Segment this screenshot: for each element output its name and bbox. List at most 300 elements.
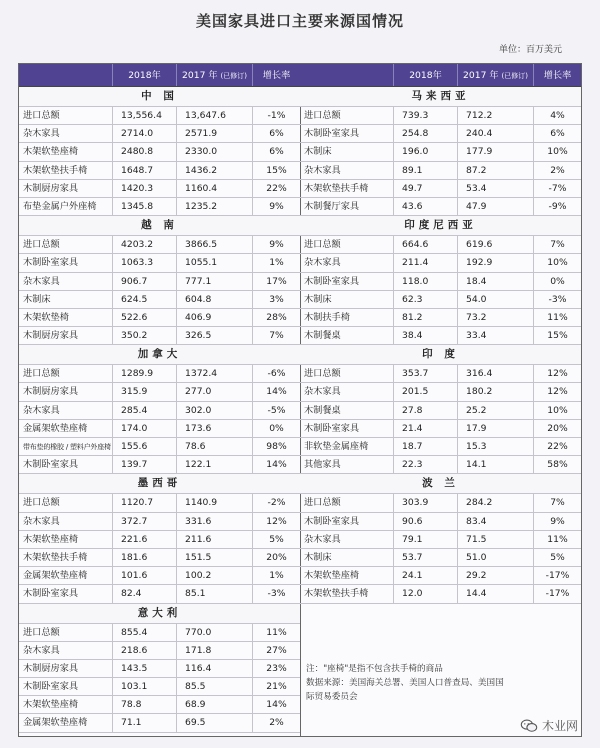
value-2018: 855.4 [113,624,177,641]
item-name: 木制卧室家具 [300,513,394,530]
item-name: 杂木家具 [300,162,394,179]
table-row [19,236,300,254]
item-name: 进口总额 [19,494,113,511]
growth-rate: 6% [550,128,565,140]
growth-rate: 28% [266,311,287,323]
table-row [19,494,300,512]
value-2017: 177.9 [458,143,534,160]
growth-rate: 11% [547,311,568,323]
item-name: 木架软垫座椅 [300,567,394,584]
growth-rate: 10% [547,257,568,269]
item-name: 木制卧室家具 [19,678,113,695]
value-2017: 14.4 [458,585,534,602]
growth-rate: 5% [550,551,565,563]
growth-rate: -3% [267,588,286,600]
country-heading: 加拿大 [19,345,300,365]
item-name: 进口总额 [300,107,394,124]
growth-rate: 15% [547,330,568,342]
wechat-icon [520,719,538,733]
value-2018: 155.6 [113,438,177,455]
value-2018: 254.8 [394,125,458,142]
item-name: 木制床 [300,143,394,160]
value-2018: 2480.8 [113,143,177,160]
item-name: 木制餐桌 [300,402,394,419]
table-row [19,162,300,180]
header-growth: 增长率 [262,70,291,81]
growth-rate: 2% [269,717,284,729]
value-2018: 103.1 [113,678,177,695]
value-2017: 171.8 [177,642,253,659]
value-2017: 2330.0 [177,143,253,160]
item-name: 木制厨房家具 [19,327,113,344]
table-row [300,143,581,161]
value-2018: 78.8 [113,696,177,713]
item-name: 杂木家具 [19,125,113,142]
country-heading: 墨西哥 [19,474,300,494]
growth-rate: -2% [267,497,286,509]
value-2018: 624.5 [113,291,177,308]
value-2018: 62.3 [394,291,458,308]
growth-rate: 6% [269,128,284,140]
growth-rate: 14% [266,459,287,471]
header-2017: 2017 年 (已修订) [458,64,534,86]
table-row [19,327,300,345]
item-name: 木制卧室家具 [19,254,113,271]
table-row [300,420,581,438]
header-2018: 2018年 [394,64,458,86]
growth-rate: -9% [548,200,567,212]
value-2017: 85.1 [177,585,253,602]
value-2017: 284.2 [458,494,534,511]
table-row [19,254,300,272]
growth-rate: 10% [547,404,568,416]
item-name: 木制卧室家具 [300,273,394,290]
item-name: 木制扶手椅 [300,309,394,326]
item-name: 木架软垫座椅 [19,696,113,713]
value-2018: 18.7 [394,438,458,455]
value-2018: 81.2 [394,309,458,326]
value-2017: 122.1 [177,456,253,473]
header-item [300,64,394,86]
value-2018: 211.4 [394,254,458,271]
value-2018: 906.7 [113,273,177,290]
growth-rate: -1% [267,110,286,121]
table-row [19,273,300,291]
item-name: 金属架软垫座椅 [19,567,113,584]
unit-label: 单位：百万美元 [498,45,562,55]
item-name: 木制床 [19,291,113,308]
table-row [300,273,581,291]
watermark [520,717,578,734]
value-2017: 316.4 [458,365,534,382]
value-2017: 68.9 [177,696,253,713]
value-2017: 151.5 [177,549,253,566]
table-row [19,624,300,642]
item-name: 进口总额 [300,236,394,253]
table-row [19,567,300,585]
value-2018: 89.1 [394,162,458,179]
value-2018: 118.0 [394,273,458,290]
value-2018: 201.5 [394,383,458,400]
value-2018: 13,556.4 [113,107,177,124]
country-heading: 越 南 [19,216,300,236]
item-name: 木架软垫扶手椅 [19,162,113,179]
value-2017: 47.9 [458,198,534,215]
watermark-text: 木业网 [541,719,578,733]
growth-rate: 7% [550,239,565,251]
item-name: 木制餐厅家具 [300,198,394,215]
value-2018: 1120.7 [113,494,177,511]
table-row [19,198,300,216]
item-name: 木制床 [300,549,394,566]
item-name: 木架软垫扶手椅 [300,180,394,197]
growth-rate: 12% [547,368,568,380]
value-2018: 79.1 [394,531,458,548]
value-2018: 82.4 [113,585,177,602]
table-row [19,642,300,660]
header-growth: 增长率 [543,70,572,81]
table-row [300,254,581,272]
value-2017: 406.9 [177,309,253,326]
table-row [300,236,581,254]
growth-rate: 12% [266,515,287,527]
table-row [300,309,581,327]
value-2018: 285.4 [113,402,177,419]
header-2018: 2018年 [113,64,177,86]
item-name: 木制厨房家具 [19,180,113,197]
growth-rate: 7% [550,497,565,509]
item-name: 木制卧室家具 [19,585,113,602]
value-2018: 1420.3 [113,180,177,197]
value-2017: 1160.4 [177,180,253,197]
table-row [300,549,581,567]
table-row [300,438,581,456]
value-2017: 277.0 [177,383,253,400]
value-2018: 101.6 [113,567,177,584]
item-name: 进口总额 [19,107,113,124]
value-2017: 85.5 [177,678,253,695]
item-name: 木架软垫扶手椅 [19,549,113,566]
note-seat: 注："座椅"是指不包含扶手椅的商品 [306,664,443,674]
value-2017: 240.4 [458,125,534,142]
value-2017: 54.0 [458,291,534,308]
item-name: 木制床 [300,291,394,308]
value-2017: 770.0 [177,624,253,641]
growth-rate: 22% [266,182,287,194]
value-2017: 13,647.6 [177,107,253,124]
table-row [300,327,581,345]
value-2018: 139.7 [113,456,177,473]
growth-rate: 11% [266,626,287,638]
table-header [19,64,300,87]
value-2018: 181.6 [113,549,177,566]
table-row [19,585,300,603]
country-heading: 中 国 [19,87,300,107]
value-2018: 664.6 [394,236,458,253]
growth-rate: 58% [547,459,568,471]
growth-rate: 6% [269,146,284,158]
table-row [19,696,300,714]
table-row [300,107,581,125]
item-name: 木制厨房家具 [19,383,113,400]
growth-rate: 9% [269,200,284,212]
table-row [19,438,300,456]
value-2017: 173.6 [177,420,253,437]
table-row [300,180,581,198]
table-row [19,549,300,567]
value-2018: 1063.3 [113,254,177,271]
table-row [19,143,300,161]
item-name: 进口总额 [300,365,394,382]
value-2017: 192.9 [458,254,534,271]
item-name: 木架软垫椅 [19,309,113,326]
value-2018: 522.6 [113,309,177,326]
table-row [19,107,300,125]
growth-rate: 17% [266,275,287,287]
value-2018: 372.7 [113,513,177,530]
table-header [300,64,581,87]
item-name: 杂木家具 [19,402,113,419]
country-heading: 印 度 [300,345,581,365]
growth-rate: 22% [547,441,568,452]
table-row [300,456,581,474]
value-2017: 211.6 [177,531,253,548]
value-2017: 17.9 [458,420,534,437]
item-name: 进口总额 [19,236,113,253]
growth-rate: 12% [547,386,568,398]
growth-rate: 0% [550,275,565,287]
value-2017: 302.0 [177,402,253,419]
value-2017: 15.3 [458,438,534,455]
value-2017: 87.2 [458,162,534,179]
country-heading: 马来西亚 [300,87,581,107]
growth-rate: 0% [269,422,284,434]
value-2018: 90.6 [394,513,458,530]
table-row [300,291,581,309]
growth-rate: 14% [266,699,287,711]
value-2018: 53.7 [394,549,458,566]
item-name: 金属架软垫座椅 [19,714,113,731]
value-2017: 1055.1 [177,254,253,271]
table-row [300,125,581,143]
value-2017: 71.5 [458,531,534,548]
growth-rate: 15% [266,164,287,176]
item-name: 金属架软垫座椅 [19,420,113,437]
value-2017: 51.0 [458,549,534,566]
value-2018: 350.2 [113,327,177,344]
value-2018: 21.4 [394,420,458,437]
table-row [300,585,581,603]
value-2018: 22.3 [394,456,458,473]
value-2017: 33.4 [458,327,534,344]
table-row [19,309,300,327]
right-column [300,64,581,736]
value-2017: 2571.9 [177,125,253,142]
table-row [19,660,300,678]
table-row [19,714,300,732]
value-2018: 71.1 [113,714,177,731]
item-name: 杂木家具 [300,383,394,400]
value-2018: 303.9 [394,494,458,511]
growth-rate: 9% [269,239,284,251]
value-2018: 1345.8 [113,198,177,215]
value-2017: 1140.9 [177,494,253,511]
table-row [19,180,300,198]
value-2017: 78.6 [177,438,253,455]
item-name: 带布垫的橡胶 / 塑料户外座椅 [19,438,113,455]
table-row [19,291,300,309]
table-row [19,420,300,438]
growth-rate: 98% [266,441,287,452]
growth-rate: 21% [266,681,287,693]
growth-rate: 20% [547,422,568,434]
value-2018: 353.7 [394,365,458,382]
table-row [19,456,300,474]
table-row [300,162,581,180]
growth-rate: 11% [547,533,568,545]
left-column [19,64,301,736]
value-2018: 739.3 [394,107,458,124]
growth-rate: 3% [269,293,284,305]
growth-rate: 2% [550,164,565,176]
table-row [300,567,581,585]
growth-rate: 10% [547,146,568,158]
value-2017: 18.4 [458,273,534,290]
item-name: 木制卧室家具 [19,456,113,473]
value-2018: 218.6 [113,642,177,659]
page-title: 美国家具进口主要来源国情况 [195,12,404,30]
table-row [19,125,300,143]
value-2017: 14.1 [458,456,534,473]
table-row [19,678,300,696]
table-row [19,402,300,420]
growth-rate: 4% [550,110,565,121]
value-2018: 4203.2 [113,236,177,253]
item-name: 木架软垫座椅 [19,143,113,160]
value-2017: 1372.4 [177,365,253,382]
growth-rate: 5% [269,533,284,545]
growth-rate: 9% [550,515,565,527]
growth-rate: -17% [545,588,570,600]
country-heading: 印度尼西亚 [300,216,581,236]
growth-rate: 27% [266,644,287,656]
item-name: 布垫金属户外座椅 [19,198,113,215]
country-heading: 意大利 [19,604,300,624]
growth-rate: -5% [267,404,286,416]
item-name: 木架软垫扶手椅 [300,585,394,602]
value-2017: 3866.5 [177,236,253,253]
value-2018: 143.5 [113,660,177,677]
growth-rate: -7% [548,182,567,194]
value-2017: 180.2 [458,383,534,400]
value-2017: 100.2 [177,567,253,584]
header-2017: 2017 年 (已修订) [177,64,253,86]
value-2018: 38.4 [394,327,458,344]
value-2017: 25.2 [458,402,534,419]
value-2017: 83.4 [458,513,534,530]
table-row [300,402,581,420]
item-name: 杂木家具 [19,513,113,530]
table-row [300,494,581,512]
value-2017: 116.4 [177,660,253,677]
growth-rate: 14% [266,386,287,398]
growth-rate: 20% [266,551,287,563]
value-2018: 1648.7 [113,162,177,179]
table-row [300,513,581,531]
item-name: 木制厨房家具 [19,660,113,677]
growth-rate: 23% [266,662,287,674]
item-name: 进口总额 [19,365,113,382]
item-name: 进口总额 [19,624,113,641]
item-name: 进口总额 [300,494,394,511]
growth-rate: -3% [548,293,567,305]
header-item [19,64,113,86]
item-name: 木制卧室家具 [300,420,394,437]
value-2017: 604.8 [177,291,253,308]
value-2018: 2714.0 [113,125,177,142]
item-name: 木制餐桌 [300,327,394,344]
table-row [19,383,300,401]
growth-rate: 1% [269,257,284,269]
item-name: 杂木家具 [19,642,113,659]
table-row [300,383,581,401]
value-2017: 331.6 [177,513,253,530]
value-2018: 43.6 [394,198,458,215]
growth-rate: -6% [267,368,286,380]
value-2018: 221.6 [113,531,177,548]
table-row [300,198,581,216]
value-2018: 49.7 [394,180,458,197]
table-row [300,365,581,383]
table-row [19,513,300,531]
value-2017: 1436.2 [177,162,253,179]
value-2018: 315.9 [113,383,177,400]
value-2017: 69.5 [177,714,253,731]
table-row [300,531,581,549]
table-row [19,365,300,383]
value-2017: 53.4 [458,180,534,197]
import-table [18,63,582,737]
value-2017: 619.6 [458,236,534,253]
item-name: 木制卧室家具 [300,125,394,142]
value-2017: 777.1 [177,273,253,290]
value-2017: 712.2 [458,107,534,124]
note-source: 数据来源：美国海关总署、美国人口普查局、美国国际贸易委员会 [306,678,504,702]
item-name: 杂木家具 [300,531,394,548]
value-2018: 196.0 [394,143,458,160]
item-name: 杂木家具 [19,273,113,290]
value-2017: 29.2 [458,567,534,584]
value-2018: 1289.9 [113,365,177,382]
table-row [19,531,300,549]
value-2018: 12.0 [394,585,458,602]
item-name: 木架软垫座椅 [19,531,113,548]
item-name: 其他家具 [300,456,394,473]
growth-rate: 7% [269,330,284,342]
value-2018: 24.1 [394,567,458,584]
growth-rate: -17% [545,570,570,582]
value-2018: 174.0 [113,420,177,437]
growth-rate: 1% [269,570,284,582]
value-2017: 1235.2 [177,198,253,215]
value-2017: 73.2 [458,309,534,326]
country-heading: 波 兰 [300,474,581,494]
item-name: 杂木家具 [300,254,394,271]
value-2017: 326.5 [177,327,253,344]
value-2018: 27.8 [394,402,458,419]
item-name: 非软垫金属座椅 [300,438,394,455]
footnote [300,662,581,704]
